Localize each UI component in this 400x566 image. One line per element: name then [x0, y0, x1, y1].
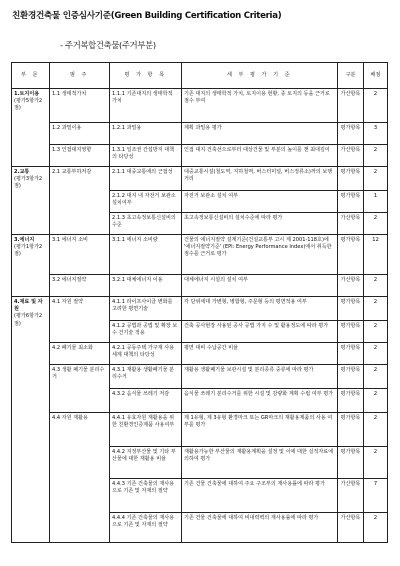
detail-cell: 각 단위세대 가변형, 병합형, 주문형 등의 평면적용 여부 — [182, 297, 338, 321]
eval-cell: 4.3.2 음식물 쓰레기 저감 — [110, 389, 182, 413]
document-subtitle: - 주거복합건축물(주거부분) — [60, 40, 156, 50]
eval-cell: 4.1.2 공법과 공법 및 확장 보수 건기술 적용 — [110, 321, 182, 343]
type-cell: 가산항목 — [338, 213, 364, 235]
score-cell: 2 — [364, 321, 388, 343]
eval-cell: 1.3.1 일조권 간섭방지 대책의 타당성 — [110, 145, 182, 167]
detail-cell: 인접 대지 건축선으로부터 대상건물 및 부분의 높이를 잰 최대깊이 — [182, 145, 338, 167]
score-cell: 2 — [364, 343, 388, 365]
document-title: 친환경건축물 인증심사기준(Green Building Certification Criteria) — [12, 11, 282, 21]
eval-cell: 2.1.1 대중교통에의 근접성 — [110, 167, 182, 191]
eval-cell: 2.1.3 초고속정보통신설비의 수준 — [110, 213, 182, 235]
type-cell: 평가항목 — [338, 389, 364, 413]
item-cell: 4.4 자원 재활용 — [50, 413, 110, 543]
score-cell: 3 — [364, 123, 388, 145]
item-cell: 3.2 에너지절약 — [50, 275, 110, 297]
score-cell: 7 — [364, 479, 388, 513]
detail-cell: 기존 건물 건축물에 대하여 비내력벽의 재사용률에 따라 평가 — [182, 513, 338, 543]
score-cell: 2 — [364, 275, 388, 297]
type-cell: 가산항목 — [338, 145, 364, 167]
detail-cell: 대체에너지 시설의 설치 여부 — [182, 275, 338, 297]
table-row — [12, 89, 388, 123]
item-cell: 1.2 과밀이용 — [50, 123, 110, 145]
eval-cell: 4.4.3 기존 건축물의 재사용으로 기존 및 자재의 절약 — [110, 479, 182, 513]
detail-cell: 계획 과밀용 평가 — [182, 123, 338, 145]
type-cell: 평가항목 — [338, 235, 364, 275]
score-cell: 2 — [364, 167, 388, 191]
eval-cell: 2.1.2 대지 내 자전거 보관소 설치여부 — [110, 191, 182, 213]
table-row — [12, 365, 388, 389]
type-cell: 평가항목 — [338, 191, 364, 213]
type-cell: 평가항목 — [338, 447, 364, 479]
score-cell: 2 — [364, 145, 388, 167]
header-type: 구분 — [338, 63, 364, 89]
table-row — [12, 275, 388, 297]
category-cell — [12, 235, 50, 297]
item-cell: 4.1 자원 절약 — [50, 297, 110, 343]
category-sub: (평가1항가2점) — [14, 243, 43, 258]
score-cell: 12 — [364, 235, 388, 275]
score-cell: 2 — [364, 447, 388, 479]
detail-cell: 기존 건물 건축물에 대하여 주요 구조부의 재사용률에 따라 평가 — [182, 479, 338, 513]
table-row — [12, 235, 388, 275]
eval-cell: 4.4.4 기존 건축물의 재사용으로 기존 및 자재의 절약 — [110, 513, 182, 543]
header-score: 배점 — [364, 63, 388, 89]
type-cell: 가산항목 — [338, 89, 364, 123]
eval-cell: 4.2.1 공동주택 가구재 사용세계 대책의 타당성 — [110, 343, 182, 365]
eval-cell: 4.3.1 재활용 생활폐기물 분리수거 — [110, 365, 182, 389]
detail-cell: 음식물 쓰레기 분리수거를 위한 시설 및 감량화 계획 수립 여부 평가 — [182, 389, 338, 413]
category-label: 2.교통 — [14, 168, 30, 175]
table-row — [12, 145, 388, 167]
eval-cell: 1.2.1 과밀용 — [110, 123, 182, 145]
detail-cell: 초고속정보통신설비의 설치수준에 따라 평가 — [182, 213, 338, 235]
detail-cell: 제 1유형, 제 3유형 환경마크 또는 GR마크의 재활용제품의 사용 여부를 평가 — [182, 413, 338, 447]
item-cell: 2.1 교통부하저감 — [50, 167, 110, 235]
category-sub: (평가5항가2점) — [14, 97, 43, 112]
header-category: 부 문 — [12, 63, 50, 89]
score-cell: 1 — [364, 191, 388, 213]
table-row — [12, 343, 388, 365]
eval-cell: 4.4.2 지정부산물 및 기타 부산물에 대한 재활용 비율 — [110, 447, 182, 479]
eval-cell: 3.2.1 대체에너지 이용 — [110, 275, 182, 297]
type-cell: 가산항목 — [338, 479, 364, 513]
score-cell: 2 — [364, 513, 388, 543]
category-label: 1.토지이용 — [14, 90, 40, 97]
score-cell: 2 — [364, 413, 388, 447]
type-cell: 평가항목 — [338, 343, 364, 365]
table-row — [12, 123, 388, 145]
table-header-row — [12, 63, 388, 89]
category-sub: (평가3항가2점) — [14, 175, 43, 190]
item-cell: 1.1 생태적가치 — [50, 89, 110, 123]
category-label: 4.재료 및 자원 — [14, 298, 43, 312]
detail-cell: 건물의 에너지절약 설계기준(건설교통부 고시 제 2001-118호)에 '에너지절약기준' (EPI: Energy Performance Index)에서 취득한 점수를 근거로 평가 — [182, 235, 338, 275]
detail-cell: 재활용 생활폐기물 보관시설 및 분리종류 중류에 따라 평가 — [182, 365, 338, 389]
type-cell: 가산항목 — [338, 275, 364, 297]
table-row — [12, 413, 388, 447]
eval-cell: 4.4.1 유효자원 재활용을 위한 친환경인증제품 사용여부 — [110, 413, 182, 447]
eval-cell: 3.1.1 에너지 소비량 — [110, 235, 182, 275]
score-cell: 2 — [364, 89, 388, 123]
type-cell: 가산항목 — [338, 513, 364, 543]
category-sub: (평가6항가2점) — [14, 313, 43, 327]
detail-cell: 대중교통시설(철도역, 지하철역, 버스터미널, 버스정류소)까의 보행거리 — [182, 167, 338, 191]
detail-cell: 자전거 보관소 설치 여부 — [182, 191, 338, 213]
detail-cell: 기존 대지의 생태학적 가치, 토지이용 현황, 종 토지의 등을 근거로 점수 부여 — [182, 89, 338, 123]
type-cell: 평가항목 — [338, 167, 364, 191]
eval-cell: 4.1.1 라이프사이클 변화를 고려한 평면기술 — [110, 297, 182, 321]
category-label: 3.에너지 — [14, 236, 35, 243]
score-cell: 2 — [364, 213, 388, 235]
type-cell: 평가항목 — [338, 123, 364, 145]
item-cell: 3.1 에너지 소비 — [50, 235, 110, 275]
table-row — [12, 167, 388, 191]
type-cell: 평가항목 — [338, 321, 364, 343]
item-cell: 4.2 폐기물 최소화 — [50, 343, 110, 365]
type-cell: 평가항목 — [338, 365, 364, 389]
item-cell: 4.3 생활 폐기물 분리수거 — [50, 365, 110, 413]
header-item: 범 주 — [50, 63, 110, 89]
score-cell: 2 — [364, 297, 388, 321]
header-evaluation: 평 가 항 목 — [110, 63, 182, 89]
detail-cell: 재활용가능한 부산물의 재활용계획을 설정 및 이에 대한 실적자료에 의하여 평가 — [182, 447, 338, 479]
detail-cell: 평면 대비 수납공간 비율 — [182, 343, 338, 365]
category-cell — [12, 89, 50, 167]
criteria-table — [11, 62, 388, 543]
table-row — [12, 297, 388, 321]
type-cell: 평가항목 — [338, 413, 364, 447]
detail-cell: 건축 공사현장 사용된 공사 공법 가지 수 및 활용정도에 따라 평가 — [182, 321, 338, 343]
item-cell: 1.3 인접대지영향 — [50, 145, 110, 167]
score-cell: 2 — [364, 365, 388, 389]
type-cell: 평가항목 — [338, 297, 364, 321]
score-cell: 2 — [364, 389, 388, 413]
category-cell — [12, 297, 50, 543]
category-cell — [12, 167, 50, 235]
eval-cell: 1.1.1 기존대지의 생태학적 가치 — [110, 89, 182, 123]
header-detail: 세 부 평 가 기 준 — [182, 63, 338, 89]
